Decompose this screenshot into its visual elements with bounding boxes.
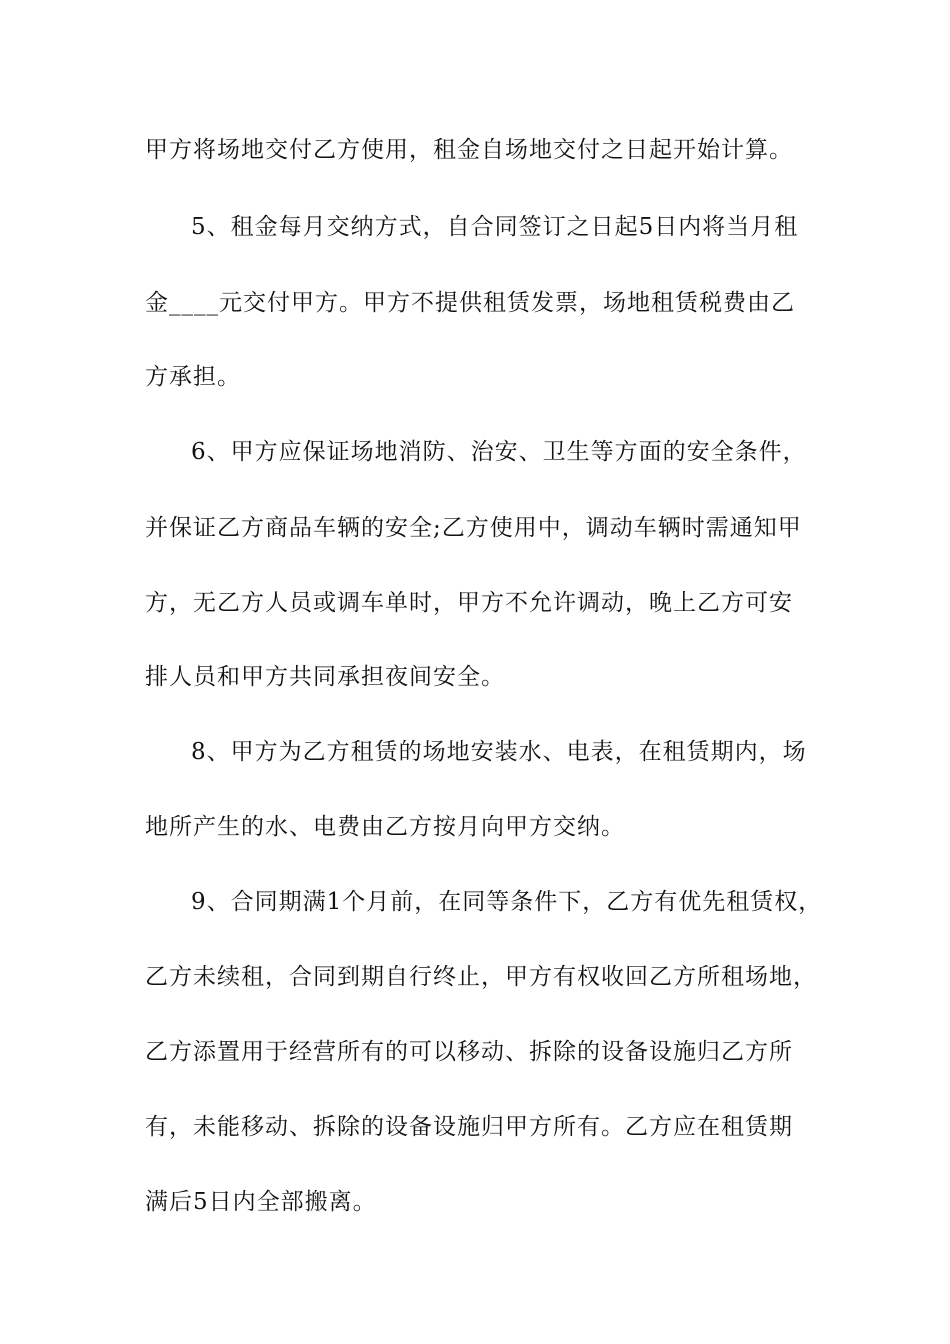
- text-line: 地所产生的水、电费由乙方按月向甲方交纳。: [145, 814, 625, 840]
- text-line: 方承担。: [145, 364, 241, 390]
- text-line: 排人员和甲方共同承担夜间安全。: [145, 664, 505, 690]
- text-line: 乙方添置用于经营所有的可以移动、拆除的设备设施归乙方所: [145, 1039, 793, 1065]
- paragraph-5-line-1: 5、租金每月交纳方式，自合同签订之日起5日内将当月租: [191, 214, 799, 240]
- text-line: 甲方将场地交付乙方使用，租金自场地交付之日起开始计算。: [145, 137, 793, 163]
- text-line: 有，未能移动、拆除的设备设施归甲方所有。乙方应在租赁期: [145, 1114, 793, 1140]
- text-line: 金____元交付甲方。甲方不提供租赁发票，场地租赁税费由乙: [145, 290, 795, 316]
- text-line: 满后5日内全部搬离。: [145, 1189, 377, 1215]
- paragraph-8-line-1: 8、甲方为乙方租赁的场地安装水、电表，在租赁期内，场: [191, 739, 807, 765]
- paragraph-9-line-1: 9、合同期满1个月前，在同等条件下，乙方有优先租赁权，: [191, 889, 823, 915]
- text-line: 并保证乙方商品车辆的安全;乙方使用中，调动车辆时需通知甲: [145, 515, 802, 541]
- paragraph-6-line-1: 6、甲方应保证场地消防、治安、卫生等方面的安全条件，: [191, 439, 807, 465]
- text-line: 方，无乙方人员或调车单时，甲方不允许调动，晚上乙方可安: [145, 590, 793, 616]
- text-line: 乙方未续租，合同到期自行终止，甲方有权收回乙方所租场地，: [145, 964, 817, 990]
